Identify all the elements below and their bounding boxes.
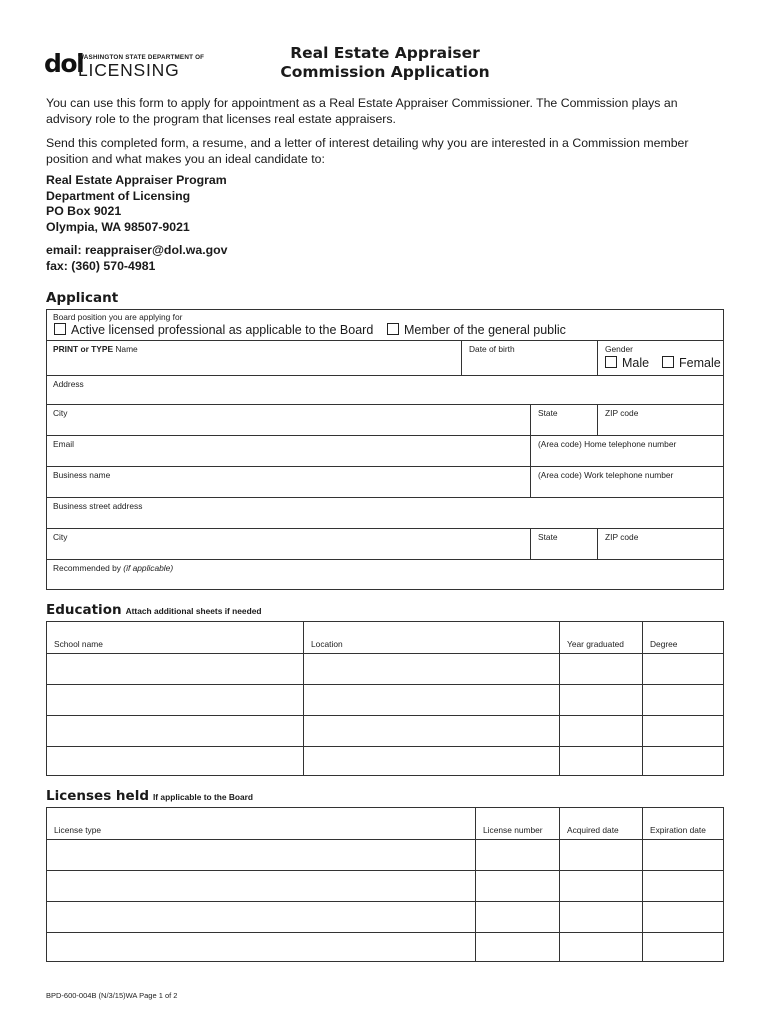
licenses-title: Licenses held (46, 788, 149, 804)
table-row[interactable] (47, 654, 723, 684)
licenses-subtitle: If applicable to the Board (152, 792, 254, 802)
checkbox-icon[interactable] (387, 323, 399, 335)
education-subtitle: Attach additional sheets if needed (125, 606, 262, 616)
address-field[interactable] (46, 375, 724, 405)
state-label: State (538, 408, 558, 418)
address-line: PO Box 9021 (46, 204, 122, 218)
table-row[interactable] (47, 871, 723, 901)
email-label: Email (53, 439, 74, 449)
edu-col-location: Location (311, 639, 343, 649)
gender-label: Gender (605, 344, 633, 354)
gender-male-option[interactable] (605, 356, 649, 370)
title-line-1: Real Estate Appraiser (290, 44, 480, 62)
recommended-by-label: Recommended by (if applicable) (53, 563, 174, 573)
lic-col-number: License number (483, 825, 543, 835)
business-zip-label: ZIP code (605, 532, 639, 542)
edu-col-school: School name (54, 639, 103, 649)
table-row[interactable] (47, 747, 723, 775)
address-line: Real Estate Appraiser Program (46, 173, 227, 187)
business-address-field[interactable] (46, 497, 724, 528)
address-line: Department of Licensing (46, 188, 191, 203)
edu-col-year: Year graduated (567, 639, 624, 649)
business-zip-field[interactable] (597, 528, 724, 559)
licenses-table (46, 807, 724, 962)
logo-bottom-text: LICENSING (78, 60, 180, 80)
name-field[interactable] (46, 340, 461, 375)
board-position-label: Board position you are applying for (53, 312, 183, 322)
table-row[interactable] (47, 902, 723, 932)
option-licensed-label: Active licensed professional as applicable to the Board (71, 323, 374, 337)
recommended-by-field[interactable] (46, 559, 724, 590)
city-label: City (53, 408, 68, 418)
checkbox-icon[interactable] (54, 323, 66, 335)
applicant-form (46, 309, 724, 590)
lic-col-expiration: Expiration date (650, 825, 706, 835)
work-phone-label: (Area code) Work telephone number (538, 470, 674, 480)
licenses-section-title (46, 788, 253, 804)
state-field[interactable] (530, 404, 597, 435)
zip-field[interactable] (597, 404, 724, 435)
table-row[interactable] (47, 840, 723, 870)
education-section-title (46, 602, 261, 618)
male-label: Male (622, 356, 650, 370)
checkbox-icon[interactable] (662, 356, 674, 368)
dob-label: Date of birth (469, 344, 515, 354)
education-table (46, 621, 724, 776)
female-label: Female (679, 356, 721, 370)
option-general-public[interactable] (387, 323, 566, 337)
table-row[interactable] (47, 716, 723, 746)
email-field[interactable] (46, 435, 530, 466)
logo-top-text: WASHINGTON STATE DEPARTMENT OF (78, 54, 205, 61)
business-state-label: State (538, 532, 558, 542)
table-row[interactable] (47, 933, 723, 961)
work-phone-field[interactable] (530, 466, 724, 497)
edu-col-degree: Degree (650, 639, 678, 649)
home-phone-label: (Area code) Home telephone number (538, 439, 677, 449)
home-phone-field[interactable] (530, 435, 724, 466)
gender-female-option[interactable] (662, 356, 721, 370)
intro-paragraph-2: Send this completed form, a resume, and a letter of interest detailing why you are interested in a Commission member position and what makes you an ideal candidate to: (46, 136, 689, 166)
dol-logo (44, 49, 205, 82)
lic-col-acquired: Acquired date (567, 825, 619, 835)
checkbox-icon[interactable] (605, 356, 617, 368)
contact-fax: fax: (360) 570-4981 (46, 258, 156, 273)
mailing-address (46, 173, 227, 235)
gender-field (597, 340, 724, 375)
table-row[interactable] (47, 685, 723, 715)
applicant-section-title: Applicant (46, 290, 119, 306)
dol-logo-mark: dol (44, 49, 84, 78)
contact-info (46, 243, 227, 274)
lic-col-type: License type (54, 825, 102, 835)
intro-paragraph-1: You can use this form to apply for appointment as a Real Estate Appraiser Commissioner. The Commission plays an advisory role to the program that licenses real estate appraisers. (46, 96, 678, 126)
business-state-field[interactable] (530, 528, 597, 559)
education-title: Education (46, 602, 122, 618)
title-line-2: Commission Application (280, 63, 490, 81)
address-label: Address (53, 379, 84, 389)
zip-label: ZIP code (605, 408, 639, 418)
business-name-label: Business name (53, 470, 111, 480)
option-licensed-professional[interactable] (54, 323, 373, 337)
name-label: PRINT or TYPE Name (53, 344, 138, 354)
business-name-field[interactable] (46, 466, 530, 497)
business-city-field[interactable] (46, 528, 530, 559)
option-public-label: Member of the general public (404, 323, 566, 337)
contact-email: email: reappraiser@dol.wa.gov (46, 243, 228, 257)
business-city-label: City (53, 532, 68, 542)
address-line: Olympia, WA 98507-9021 (46, 219, 190, 234)
form-title (240, 44, 530, 82)
city-field[interactable] (46, 404, 530, 435)
business-address-label: Business street address (53, 501, 143, 511)
dob-field[interactable] (461, 340, 597, 375)
form-id-footer: BPD-600-004B (N/3/15)WA Page 1 of 2 (46, 991, 178, 1000)
